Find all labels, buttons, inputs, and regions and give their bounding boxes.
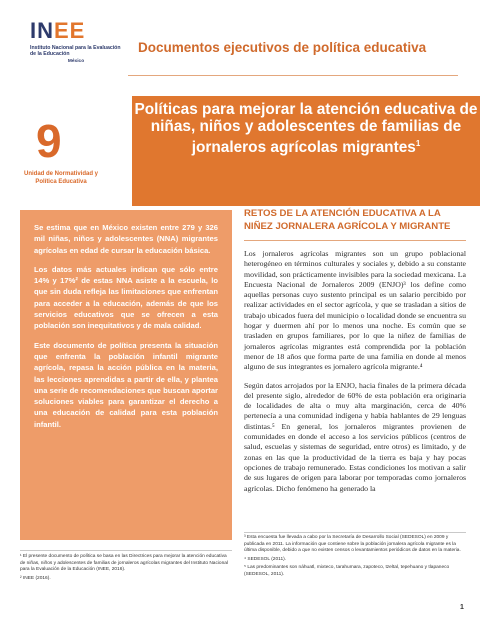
logo-country: México xyxy=(67,59,85,64)
logo-wordmark xyxy=(30,20,122,42)
footnote: ³ Esta encuesta fue llevada a cabo por la Secretaría de Desarrollo Social (SEDESOL) en 2009 y publicada en 2011. La información que contiene sobre la población jornalera agrícola migrante es la última disponible, debido a que no existen censos o levantamientos periódicos de datos en la materia. xyxy=(244,535,461,554)
document-title-text: Políticas para mejorar la atención educativa de niñas, niños y adolescentes de familias de jornaleros agrícolas migrantes xyxy=(134,101,478,157)
inee-logo xyxy=(30,20,122,64)
document-number: 9 xyxy=(36,115,62,167)
footnote: ¹ El presente documento de política se basa en las Directrices para mejorar la atención educativa de niñas, niños y adolescentes de familias de jornaleros agrícolas migrantes del Instituto Nacional para la Evaluación de la Educación (INEE, 2016). xyxy=(20,554,228,573)
footnotes-right xyxy=(244,532,466,579)
title-band xyxy=(132,96,480,206)
footnote: ⁵ Las predominantes son náhuatl, mixteco, tarahumara, zapoteco, tzeltal, tepehuano y tlapaneco (SEDESOL, 2011). xyxy=(244,565,450,577)
logo-subtitle: Instituto Nacional para la Evaluación de la Educación xyxy=(30,45,121,57)
series-title: Documentos ejecutivos de política educativa xyxy=(138,40,427,55)
unit-label: Unidad de Normatividad y Política Educativa xyxy=(23,171,98,185)
body-paragraph: Según datos arrojados por la ENJO, hacia finales de la primera década del presente siglo, alrededor de 60% de esta población era originaria de localidades de alta o muy alta marginación, cerca de 40% pertenecía a una comunidad indígena y había hablantes de 29 lenguas distintas.⁵ En general, los jornaleros migrantes provienen de comunidades en donde el acceso a los servicios públicos (centros de salud, escuelas y sistemas de seguridad, entre otros) es limitado, y de zonas en las que la productividad de la tierra es baja y hay pocas opciones de trabajo remunerado. Estas condiciones los motivan a salir de sus lugares de origen para laborar por temporadas como jornaleros agrícolas. Dicho fenómeno ha generado la xyxy=(244,380,466,493)
section-rule xyxy=(244,240,466,241)
summary-paragraph: Se estima que en México existen entre 279 y 326 mil niñas, niños y adolescentes (NNA) migrantes agrícolas en edad de cursar la educación básica. xyxy=(34,223,218,255)
footnotes-left xyxy=(20,550,232,582)
body-paragraph: Los jornaleros agrícolas migrantes son un grupo poblacional heterogéneo en términos culturales y sociales y, debido a su constante movilidad, son prácticamente invisibles para la sociedad mexicana. La Encuesta Nacional de Jornaleros 2009 (ENJO)³ los define como aquellas personas cuyo sustento principal es un salario percibido por realizar actividades en el sector agrícola, y que se trasladan a sitios de trabajo ubicados fuera del municipio o localidad donde se encuentra su hogar y duermen ahí por lo menos una noche. Es común que se trasladen en grupos familiares, por lo que la niñez de familias de jornaleros agrícolas migrantes está comprendida por la población menor de 18 años que forma parte de una familia en donde al menos alguno de sus integrantes es jornalero agrícola migrante.⁴ xyxy=(244,249,466,372)
document-title xyxy=(132,101,480,156)
logo-word-part-a: IN xyxy=(30,18,54,43)
title-footnote-mark: 1 xyxy=(415,139,421,148)
section-body xyxy=(244,249,466,494)
page-number: 1 xyxy=(460,604,464,611)
summary-box xyxy=(20,210,232,540)
summary-paragraph: Los datos más actuales indican que sólo entre 14% y 17%² de estas NNA asiste a la escuela, lo que sin duda refleja las limitaciones que enfrentan para acceder a la educación, además de que los servicios educativos que se ofrecen a esta población son inequitativos y de mala calidad. xyxy=(34,264,218,331)
logo-word-part-b: EE xyxy=(54,18,86,43)
header-rule xyxy=(128,75,458,76)
footnote: ² INEE (2016). xyxy=(20,575,51,581)
section-title: RETOS DE LA ATENCIÓN EDUCATIVA A LA NIÑEZ JORNALERA AGRÍCOLA Y MIGRANTE xyxy=(244,208,451,232)
footnote: ⁴ SEDESOL (2011). xyxy=(244,556,287,562)
summary-paragraph: Este documento de política presenta la situación que enfrenta la población infantil migrante agrícola, repasa la acción pública en la materia, las lecciones aprendidas a partir de ella, y plantea una serie de recomendaciones que buscan aportar soluciones viables para garantizar el derecho a una educación de calidad para esta población infantil. xyxy=(34,340,218,429)
